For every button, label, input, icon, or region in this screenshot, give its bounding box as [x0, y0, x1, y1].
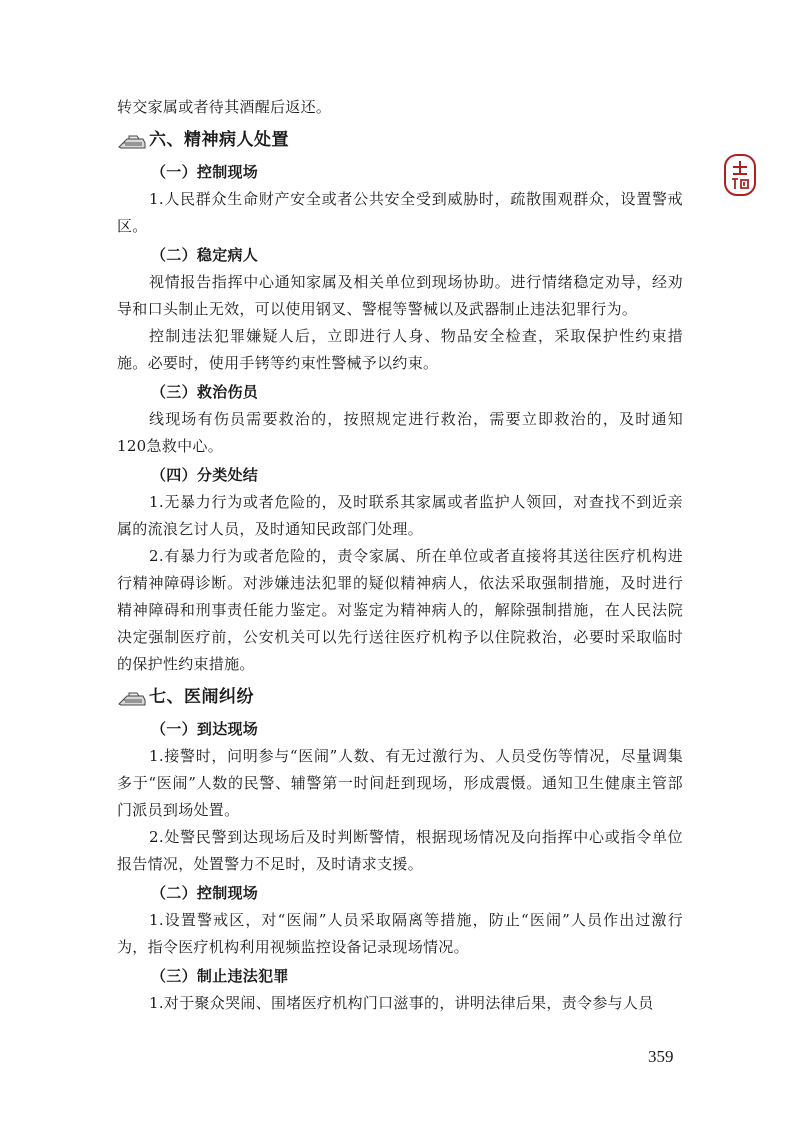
subsection-heading: （三）救治伤员	[151, 383, 259, 401]
book-icon	[117, 688, 147, 706]
section-heading-text: 七、医闹纠纷	[149, 687, 254, 707]
section-heading	[117, 125, 683, 155]
section-heading-text: 六、精神病人处置	[149, 130, 289, 150]
paragraph: 2.有暴力行为或者危险的，责令家属、所在单位或者直接将其送往医疗机构进行精神障碍诊断。对涉嫌违法犯罪的疑似精神病人，依法采取强制措施，及时进行精神障碍和刑事责任能力鉴定。对鉴定为精神病人的，解除强制措施，在人民法院决定强制医疗前，公安机关可以先行送往医疗机构予以住院救治，必要时采取临时的保护性约束措施。	[117, 547, 683, 673]
paragraph: 线现场有伤员需要救治的，按照规定进行救治，需要立即救治的，及时通知120急救中心。	[117, 410, 683, 455]
section-heading	[117, 682, 683, 712]
paragraph: 视情报告指挥中心通知家属及相关单位到现场协助。进行情绪稳定劝导，经劝导和口头制止无效，可以使用钢叉、警棍等警械以及武器制止违法犯罪行为。	[117, 273, 683, 318]
subsection-heading: （二）控制现场	[151, 884, 259, 902]
subsection-heading: （四）分类处结	[151, 466, 259, 484]
paragraph: 1.人民群众生命财产安全或者公共安全受到威胁时，疏散围观群众，设置警戒区。	[117, 190, 683, 235]
paragraph: 转交家属或者待其酒醒后返还。	[117, 98, 332, 116]
book-icon	[117, 131, 147, 149]
paragraph: 2.处警民警到达现场后及时判断警情，根据现场情况及向指挥中心或指令单位报告情况，处置警力不足时，及时请求支援。	[117, 828, 683, 873]
subsection-heading: （三）制止违法犯罪	[151, 967, 289, 985]
paragraph: 1.设置警戒区，对“医闹”人员采取隔离等措施，防止“医闹”人员作出过激行为，指令医疗机构利用视频监控设备记录现场情况。	[117, 911, 683, 956]
paragraph: 1.无暴力行为或者危险的，及时联系其家属或者监护人领回，对查找不到近亲属的流浪乞讨人员，及时通知民政部门处理。	[117, 493, 683, 538]
paragraph: 1.接警时，问明参与“医闹”人数、有无过激行为、人员受伤等情况，尽量调集多于“医闹”人数的民警、辅警第一时间赶到现场，形成震慑。通知卫生健康主管部门派员到场处置。	[117, 747, 683, 819]
seal-stamp-icon	[722, 152, 758, 198]
page-number: 359	[648, 1047, 674, 1066]
subsection-heading: （一）到达现场	[151, 720, 259, 738]
page-content	[117, 94, 683, 1017]
subsection-heading: （一）控制现场	[151, 163, 259, 181]
paragraph: 1.对于聚众哭闹、围堵医疗机构门口滋事的，讲明法律后果，责令参与人员	[149, 994, 654, 1012]
paragraph: 控制违法犯罪嫌疑人后，立即进行人身、物品安全检查，采取保护性约束措施。必要时，使用手铐等约束性警械予以约束。	[117, 327, 683, 372]
subsection-heading: （二）稳定病人	[151, 246, 259, 264]
